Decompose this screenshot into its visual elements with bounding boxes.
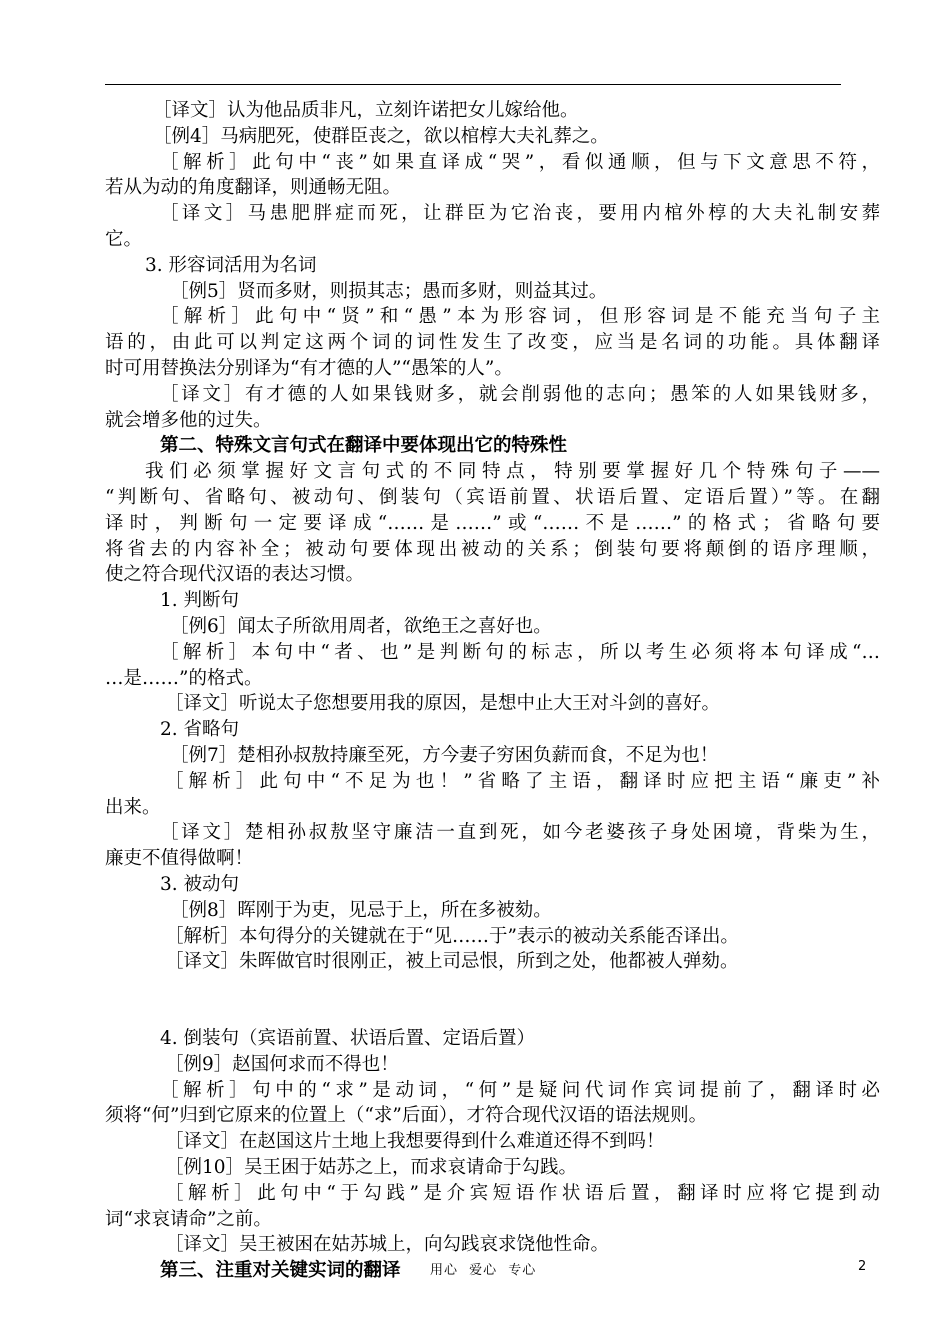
text-line: ［译文］认为他品质非凡，立刻许诺把女儿嫁给他。	[153, 100, 579, 121]
text-line: ［解析］此句中“贤”和“愚”本为形容词，但形容词是不能充当句子主	[160, 306, 880, 328]
text-line: 语的，由此可以判定这两个词的词性发生了改变，应当是名词的功能。具体翻译	[105, 332, 880, 354]
text-line: 3. 被动句	[160, 873, 240, 895]
text-line: 译时，判断句一定要译成“……是……”或“……不是……”的格式；省略句要	[105, 512, 880, 534]
text-line: ［例6］闻太子所欲用周者，欲绝王之喜好也。	[170, 615, 552, 637]
section-heading: 第三、注重对关键实词的翻译	[160, 1260, 401, 1282]
text-line: 就会增多他的过失。	[105, 409, 272, 431]
text-line: ［译文］在赵国这片土地上我想要得到什么难道还得不到吗！	[165, 1131, 665, 1153]
page-number: 2	[858, 1259, 867, 1274]
text-line: ［译文］马患肥胖症而死，让群臣为它治丧，要用内棺外椁的大夫礼制安葬	[160, 203, 880, 225]
text-line: 廉吏不值得做啊！	[105, 848, 254, 870]
section-heading: 第二、特殊文言句式在翻译中要体现出它的特殊性	[160, 435, 568, 457]
text-line: 1. 判断句	[160, 590, 240, 612]
text-line: ［译文］楚相孙叔敖坚守廉洁一直到死，如今老婆孩子身处困境，背柴为生，	[160, 822, 880, 844]
header-rule	[105, 84, 841, 85]
text-line: ［译文］有才德的人如果钱财多，就会削弱他的志向；愚笨的人如果钱财多，	[160, 383, 880, 405]
text-line: ［解析］本句中“者、也”是判断句的标志，所以考生必须将本句译成“…	[160, 641, 880, 663]
text-line: ［译文］朱晖做官时很刚正，被上司忌恨，所到之处，他都被人弹劾。	[165, 951, 739, 973]
text-line: ［译文］听说太子您想要用我的原因，是想中止大王对斗剑的喜好。	[165, 693, 721, 715]
footer-motto: 用心 爱心 专心	[430, 1263, 537, 1278]
text-line: ［例8］晖刚于为吏，见忌于上，所在多被劾。	[170, 899, 552, 921]
text-line: 须将“何”归到它原来的位置上（“求”后面），才符合现代汉语的语法规则。	[105, 1105, 708, 1127]
text-line: 4. 倒装句（宾语前置、状语后置、定语后置）	[160, 1028, 536, 1050]
text-line: ［解析］此句中“丧”如果直译成“哭”，看似通顺，但与下文意思不符，	[160, 151, 880, 173]
text-line: 3. 形容词活用为名词	[145, 254, 317, 276]
text-line: ［例7］楚相孙叔敖持廉至死，方今妻子穷困负薪而食，不足为也！	[170, 744, 719, 766]
blank-gap	[105, 975, 880, 1026]
text-line: ［译文］吴王被困在姑苏城上，向勾践哀求饶他性命。	[165, 1234, 610, 1256]
text-line: ［解析］此句中“不足为也！”省略了主语，翻译时应把主语“廉吏”补	[165, 770, 880, 792]
text-line: “判断句、省略句、被动句、倒装句（宾语前置、状语后置、定语后置）”等。在翻	[105, 486, 880, 508]
text-line: 它。	[105, 228, 143, 250]
text-line: ［解析］此句中“于勾践”是介宾短语作状语后置，翻译时应将它提到动	[165, 1182, 880, 1204]
text-line: ［例10］吴王困于姑苏之上，而求哀请命于勾践。	[165, 1157, 578, 1179]
text-line: 词“求哀请命”之前。	[105, 1208, 272, 1230]
text-line: ［例5］贤而多财，则损其志；愚而多财，则益其过。	[170, 280, 608, 302]
text-line: 将省去的内容补全；被动句要体现出被动的关系；倒装句要将颠倒的语序理顺，	[105, 538, 880, 560]
text-line: …是……”的格式。	[105, 667, 263, 689]
text-line: 若从为动的角度翻译，则通畅无阻。	[105, 177, 402, 199]
document-body	[105, 98, 880, 1284]
text-line: ［解析］句中的“求”是动词，“何”是疑问代词作宾词提前了，翻译时必	[160, 1079, 880, 1101]
text-line: 出来。	[105, 796, 161, 818]
text-line: ［解析］本句得分的关键就在于“见……于”表示的被动关系能否译出。	[165, 925, 739, 947]
text-line: 使之符合现代汉语的表达习惯。	[105, 564, 365, 586]
text-line: 时可用替换法分别译为“有才德的人”“愚笨的人”。	[105, 357, 513, 379]
text-line: 2. 省略句	[160, 719, 240, 741]
text-line: 我们必须掌握好文言句式的不同特点，特别要掌握好几个特殊句子——	[145, 461, 880, 483]
text-line: ［例4］马病肥死，使群臣丧之，欲以棺椁大夫礼葬之。	[153, 125, 609, 147]
text-line: ［例9］赵国何求而不得也！	[165, 1053, 399, 1075]
